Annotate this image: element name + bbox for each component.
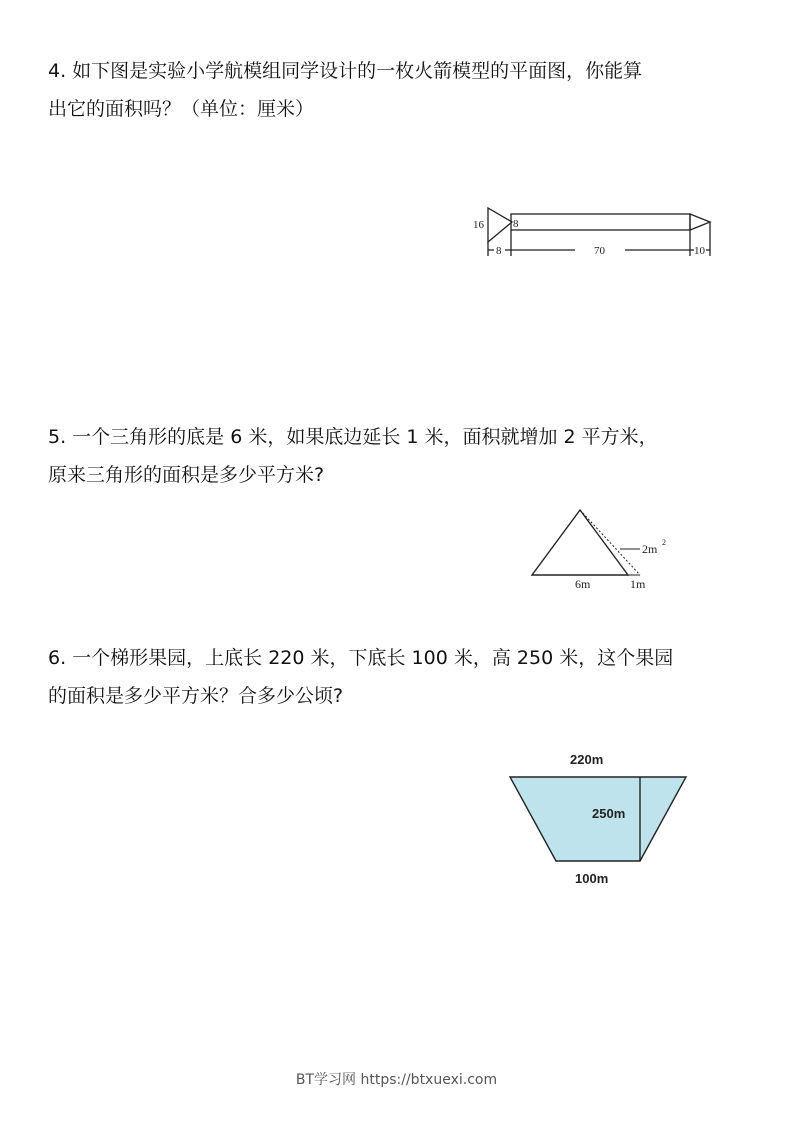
question-6 [48, 639, 738, 715]
triangle-area-exp: 2 [662, 538, 666, 547]
rocket-body-len: 70 [594, 245, 605, 257]
question-5-line2: 原来三角形的面积是多少平方米? [48, 464, 325, 486]
rocket-left-len: 8 [496, 245, 502, 257]
trapezoid-top-label: 220m [570, 752, 604, 767]
rocket-left-height: 16 [473, 219, 484, 231]
trapezoid-figure [500, 745, 700, 894]
trapezoid-bottom-label: 100m [575, 871, 609, 886]
rocket-body [511, 214, 690, 230]
triangle-extension-label: 1m [630, 577, 646, 591]
triangle-figure [520, 500, 690, 599]
triangle-extension-dotted [580, 510, 640, 575]
question-4-line1: 4. 如下图是实验小学航模组同学设计的一枚火箭模型的平面图，你能算 [48, 60, 643, 82]
trapezoid-height-label: 250m [592, 806, 626, 821]
rocket-tip-len: 10 [694, 245, 705, 257]
rocket-fin [488, 208, 512, 242]
question-6-line1: 6. 一个梯形果园，上底长 220 米，下底长 100 米，高 250 米，这个果园 [48, 647, 674, 669]
footer-site: BT学习网 https://btxuexi.com [295, 1072, 498, 1088]
question-5-line1: 5. 一个三角形的底是 6 米，如果底边延长 1 米，面积就增加 2 平方米， [48, 426, 658, 448]
question-5 [48, 418, 738, 494]
triangle-shape [532, 510, 628, 575]
triangle-base-label: 6m [575, 577, 591, 591]
question-4-line2: 出它的面积吗？（单位：厘米） [48, 98, 315, 120]
rocket-body-height: 8 [513, 218, 519, 230]
rocket-nose [690, 214, 710, 230]
question-4 [48, 52, 738, 128]
rocket-figure [470, 198, 720, 272]
question-6-line2: 的面积是多少平方米？合多少公顷? [48, 685, 344, 707]
triangle-area-label: 2m [642, 542, 658, 556]
